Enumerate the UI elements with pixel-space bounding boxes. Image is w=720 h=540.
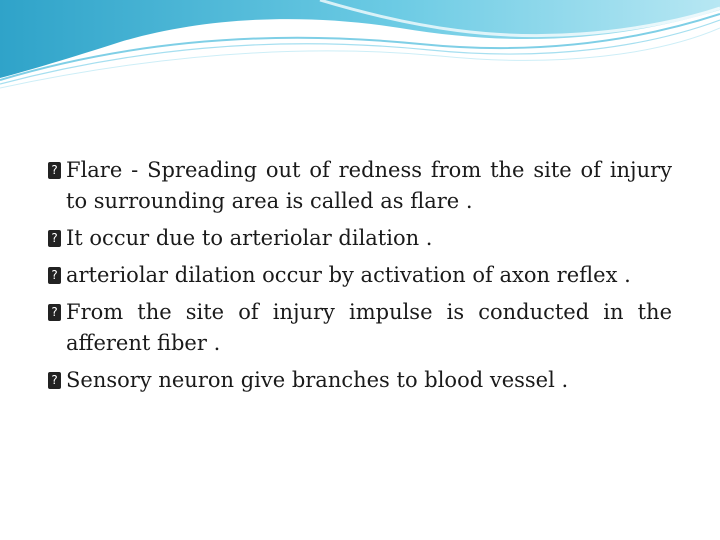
bullet-text: Sensory neuron give branches to blood vessel .	[66, 368, 569, 392]
bullet-list	[48, 155, 672, 402]
bullet-marker-icon: ?	[48, 304, 61, 321]
bullet-item	[48, 260, 672, 291]
bullet-text: It occur due to arteriolar dilation .	[66, 226, 433, 250]
bullet-marker-icon: ?	[48, 162, 61, 179]
bullet-text: From the site of injury impulse is conducted in the afferent fiber .	[66, 300, 672, 355]
bullet-item	[48, 223, 672, 254]
bullet-marker-icon: ?	[48, 267, 61, 284]
bullet-text: arteriolar dilation occur by activation of axon reflex .	[66, 263, 631, 287]
bullet-marker-icon: ?	[48, 230, 61, 247]
bullet-item	[48, 365, 672, 396]
bullet-item	[48, 297, 672, 359]
bullet-item	[48, 155, 672, 217]
bullet-text: Flare - Spreading out of redness from the site of injury to surrounding area is called as flare .	[66, 158, 672, 213]
bullet-marker-icon: ?	[48, 372, 61, 389]
header-wave-decoration	[0, 0, 720, 95]
